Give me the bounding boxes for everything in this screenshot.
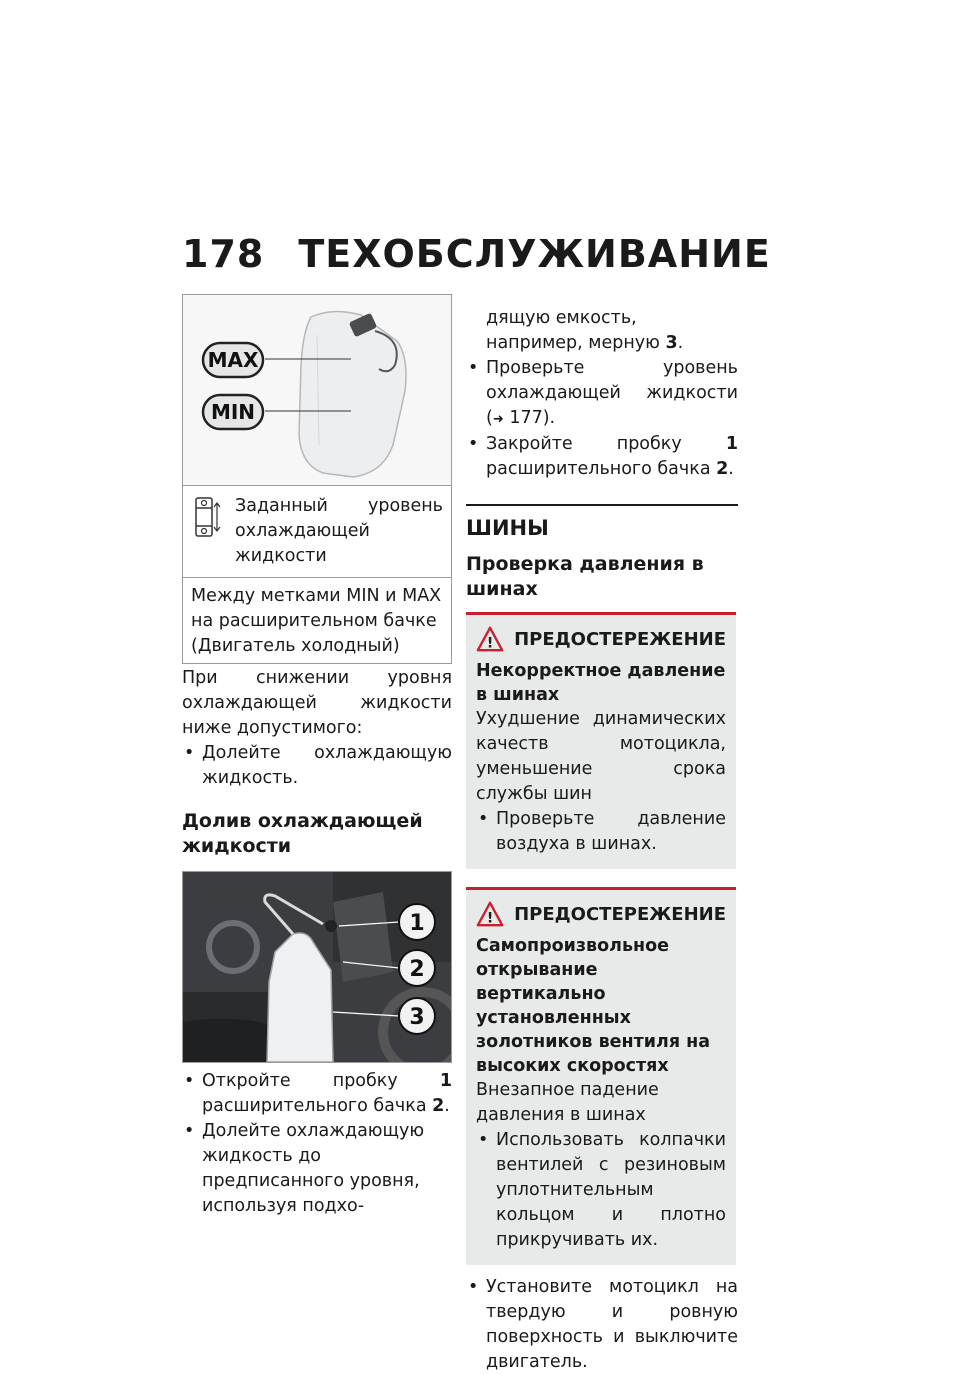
page-header	[182, 232, 771, 276]
coolant-reservoir-figure	[182, 294, 452, 486]
spec-table	[182, 486, 452, 664]
spec-value: Между метками MIN и MAX на расширительном бачке (Двигатель холодный)	[191, 586, 442, 656]
page-ref-arrow-icon: ➜	[492, 412, 504, 427]
warning-title: ПРЕДОСТЕРЕЖЕНИЕ	[514, 903, 726, 925]
right-column	[466, 306, 738, 1375]
section-title-tyres: ШИНЫ	[466, 516, 549, 540]
svg-text:2: 2	[409, 957, 425, 982]
callout-3	[399, 998, 435, 1034]
warning-text: Внезапное падение давления в шинах	[476, 1080, 659, 1125]
step-topup: • Долейте охлаждающую жидкость до предписанного уровня, используя подхо-	[182, 1119, 452, 1219]
section-divider	[466, 504, 738, 506]
warning-text: Ухудшение динамических качеств мотоцикла, уменьшение срока службы шин	[476, 709, 726, 804]
warning-bullet: • Проверьте давление воздуха в шинах.	[476, 807, 726, 857]
coolant-topup-figure	[182, 871, 452, 1063]
warning-lead: Самопроизвольное открывание вертикально установленных золотников вентиля на высоких скоростях	[476, 936, 711, 1076]
coolant-level-icon	[193, 496, 223, 538]
svg-text:MAX: MAX	[207, 348, 259, 372]
page-title: ТЕХОБСЛУЖИВАНИЕ	[298, 232, 771, 276]
svg-text:!: !	[486, 635, 494, 652]
bullet-topup: • Долейте охлаждающую жидкость.	[182, 741, 452, 791]
intro-text: При снижении уровня охлаждающей жидкости ниже допустимого:	[182, 668, 452, 738]
warning-title: ПРЕДОСТЕРЕЖЕНИЕ	[514, 628, 726, 650]
step-open-cap: • Откройте пробку 1 расширительного бачка 2.	[182, 1069, 452, 1119]
warning-lead: Некорректное давление в шинах	[476, 661, 726, 705]
warning-triangle-icon	[476, 900, 504, 928]
coolant-topup-photo	[183, 872, 451, 1062]
warning-header	[476, 900, 726, 928]
min-label	[203, 395, 263, 429]
section-title-coolant: Долив охлаждающей жидкости	[182, 810, 423, 857]
svg-text:!: !	[486, 910, 494, 927]
continued-text: дящую емкость, например, мерную 3.	[486, 308, 684, 353]
step-place-motorcycle: • Установите мотоцикл на твердую и ровную поверхность и выключите двигатель.	[466, 1275, 738, 1375]
warning-bullet: • Использовать колпачки вентилей с резиновым уплотнительным кольцом и плотно прикручивать их.	[476, 1128, 726, 1253]
max-label	[203, 343, 263, 377]
svg-text:MIN: MIN	[210, 400, 256, 424]
callout-2	[399, 950, 435, 986]
coolant-reservoir-illustration	[183, 295, 451, 485]
svg-text:3: 3	[409, 1005, 425, 1030]
warning-triangle-icon	[476, 625, 504, 653]
warning-box-2	[466, 887, 736, 1265]
step-check-level: • Проверьте уровень охлаждающей жидкости (➜ 177).	[466, 356, 738, 432]
spec-header	[183, 486, 451, 578]
warning-box-1	[466, 612, 736, 869]
step-close-cap: • Закройте пробку 1 расширительного бачка 2.	[466, 432, 738, 482]
subsection-title-pressure: Проверка давления в шинах	[466, 553, 704, 600]
page-number: 178	[182, 232, 265, 276]
left-column	[182, 294, 452, 1219]
svg-text:1: 1	[409, 911, 425, 936]
spec-title: Заданный уровень охлаждающей жидкости	[235, 496, 443, 566]
warning-header	[476, 625, 726, 653]
callout-1	[399, 904, 435, 940]
